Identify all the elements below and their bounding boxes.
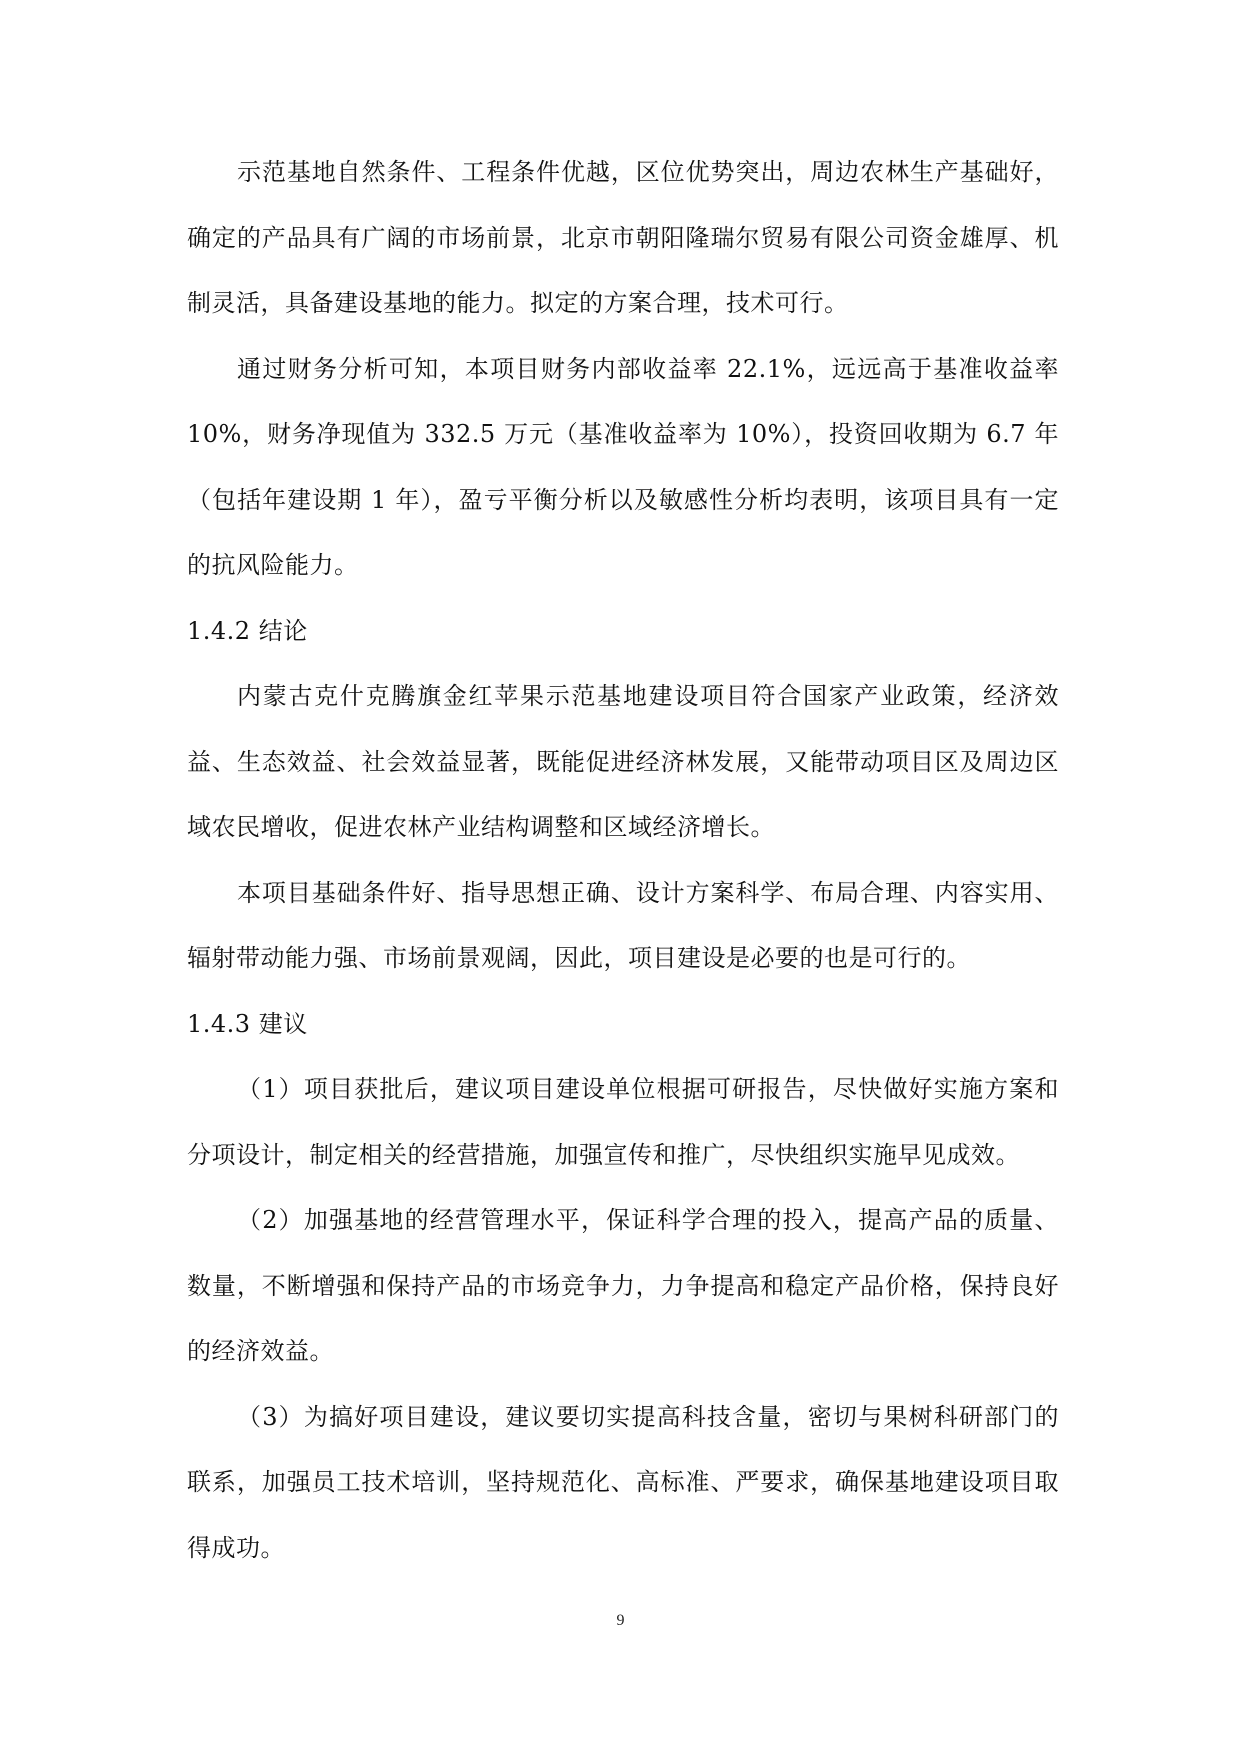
document-body <box>187 140 1059 1581</box>
paragraph-suggestion-1: （1）项目获批后，建议项目建设单位根据可研报告，尽快做好实施方案和分项设计，制定相关的经营措施，加强宣传和推广，尽快组织实施早见成效。 <box>187 1075 1059 1169</box>
paragraph-suggestion-2: （2）加强基地的经营管理水平，保证科学合理的投入，提高产品的质量、数量，不断增强和保持产品的市场竞争力，力争提高和稳定产品价格，保持良好的经济效益。 <box>187 1206 1059 1365</box>
page-number: 9 <box>616 1612 625 1629</box>
paragraph-conclusion-1: 内蒙古克什克腾旗金红苹果示范基地建设项目符合国家产业政策，经济效益、生态效益、社会效益显著，既能促进经济林发展，又能带动项目区及周边区域农民增收，促进农林产业结构调整和区域经济增长。 <box>187 682 1059 841</box>
section-heading-suggestions: 1.4.3 建议 <box>187 1009 308 1038</box>
section-heading-conclusion: 1.4.2 结论 <box>187 616 308 645</box>
paragraph-conclusion-2: 本项目基础条件好、指导思想正确、设计方案科学、布局合理、内容实用、辐射带动能力强、市场前景观阔，因此，项目建设是必要的也是可行的。 <box>187 878 1059 972</box>
paragraph-project-advantages: 示范基地自然条件、工程条件优越，区位优势突出，周边农林生产基础好，确定的产品具有广阔的市场前景，北京市朝阳隆瑞尔贸易有限公司资金雄厚、机制灵活，具备建设基地的能力。拟定的方案合理，技术可行。 <box>187 158 1059 317</box>
paragraph-suggestion-3: （3）为搞好项目建设，建议要切实提高科技含量，密切与果树科研部门的联系，加强员工技术培训，坚持规范化、高标准、严要求，确保基地建设项目取得成功。 <box>187 1402 1059 1562</box>
paragraph-financial-analysis: 通过财务分析可知，本项目财务内部收益率 22.1%，远远高于基准收益率 10%，财务净现值为 332.5 万元（基准收益率为 10%），投资回收期为 6.7 年（包括年建设期 1 年），盈亏平衡分析以及敏感性分析均表明，该项目具有一定的抗风险能力。 <box>187 354 1059 579</box>
